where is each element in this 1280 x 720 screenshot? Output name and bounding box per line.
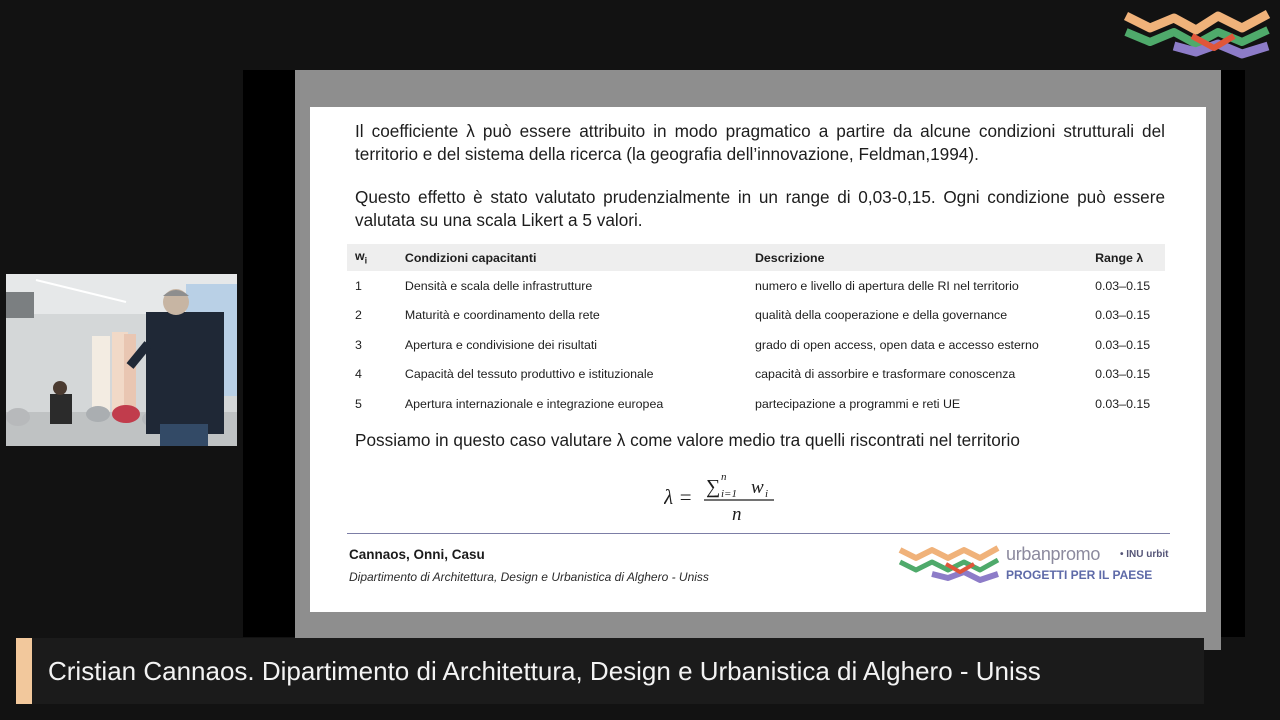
row-range: 0.03–0.15 (1095, 308, 1151, 323)
formula-upper: n (721, 471, 727, 483)
brand-name: urbanpromo (1006, 544, 1101, 564)
footer-brand (898, 544, 1170, 586)
table-header-range: Range λ (1087, 244, 1165, 271)
table-header-row (347, 244, 1165, 271)
table-header-wi: $w_i$ (347, 244, 397, 271)
slide-department: Dipartimento di Architettura, Design e Urbanistica di Alghero - Uniss (349, 570, 709, 584)
formula-lhs: λ = (664, 485, 693, 509)
row-condition: Capacità del tessuto produttivo e istituzionale (404, 367, 654, 382)
row-index: 2 (355, 308, 362, 323)
table-row (347, 360, 1165, 390)
slide-authors: Cannaos, Onni, Casu (349, 547, 485, 562)
row-condition: Apertura e condivisione dei risultati (404, 337, 598, 352)
brand-tagline: PROGETTI PER IL PAESE (1006, 568, 1153, 582)
formula-denominator: n (732, 504, 742, 525)
table-row (347, 389, 1165, 419)
row-range: 0.03–0.15 (1095, 278, 1151, 293)
urbanpromo-wave-logo (898, 544, 1000, 584)
row-range: 0.03–0.15 (1095, 337, 1151, 352)
row-condition: Maturità e coordinamento della rete (404, 308, 600, 323)
urbanpromo-logo (1122, 10, 1272, 68)
row-description: numero e livello di apertura delle RI nel territorio (754, 278, 1019, 293)
speaker-video-feed (6, 274, 237, 446)
formula-term-subscript: i (765, 488, 769, 500)
slide (310, 107, 1206, 612)
table-row (347, 301, 1165, 331)
formula-lower: i=1 (721, 488, 737, 500)
row-index: 4 (355, 367, 362, 382)
slide-paragraph-1: Il coefficiente λ può essere attribuito in modo pragmatico a partire da alcune condizioni strutturali del territorio e del sistema della ricerca (la geografia dell’innovazione, Feldman,1994). (355, 121, 1165, 164)
row-index: 5 (355, 396, 362, 411)
row-index: 1 (355, 278, 362, 293)
row-description: capacità di assorbire e trasformare conoscenza (754, 367, 1016, 382)
row-index: 3 (355, 337, 362, 352)
row-condition: Apertura internazionale e integrazione europea (404, 396, 664, 411)
brand-partner-marks: • INU urbit (1120, 549, 1169, 560)
row-description: grado di open access, open data e accesso esterno (754, 337, 1039, 352)
row-range: 0.03–0.15 (1095, 396, 1151, 411)
slide-paragraph-2: Questo effetto è stato valutato prudenzialmente in un range di 0,03-0,15. Ogni condizione può essere valutata su una scala Likert a 5 valori. (355, 187, 1165, 230)
speaker-caption: Cristian Cannaos. Dipartimento di Architettura, Design e Urbanistica di Alghero - Uniss (48, 656, 1041, 686)
table-row (347, 330, 1165, 360)
row-condition: Densità e scala delle infrastrutture (404, 278, 593, 293)
footer-divider (347, 533, 1170, 534)
row-range: 0.03–0.15 (1095, 367, 1151, 382)
lambda-formula (664, 467, 784, 527)
slide-paragraph-3: Possiamo in questo caso valutare λ come valore medio tra quelli riscontrati nel territorio (355, 430, 1020, 450)
formula-sum-symbol: ∑ (706, 476, 721, 498)
conditions-table (347, 244, 1165, 419)
lower-third-accent (16, 638, 32, 704)
row-description: qualità della cooperazione e della governance (754, 308, 1008, 323)
row-description: partecipazione a programmi e reti UE (754, 396, 961, 411)
table-header-conditions: Condizioni capacitanti (397, 244, 747, 271)
lower-third (16, 638, 1204, 704)
table-row (347, 271, 1165, 301)
table-header-description: Descrizione (747, 244, 1087, 271)
formula-term: w (751, 477, 764, 498)
